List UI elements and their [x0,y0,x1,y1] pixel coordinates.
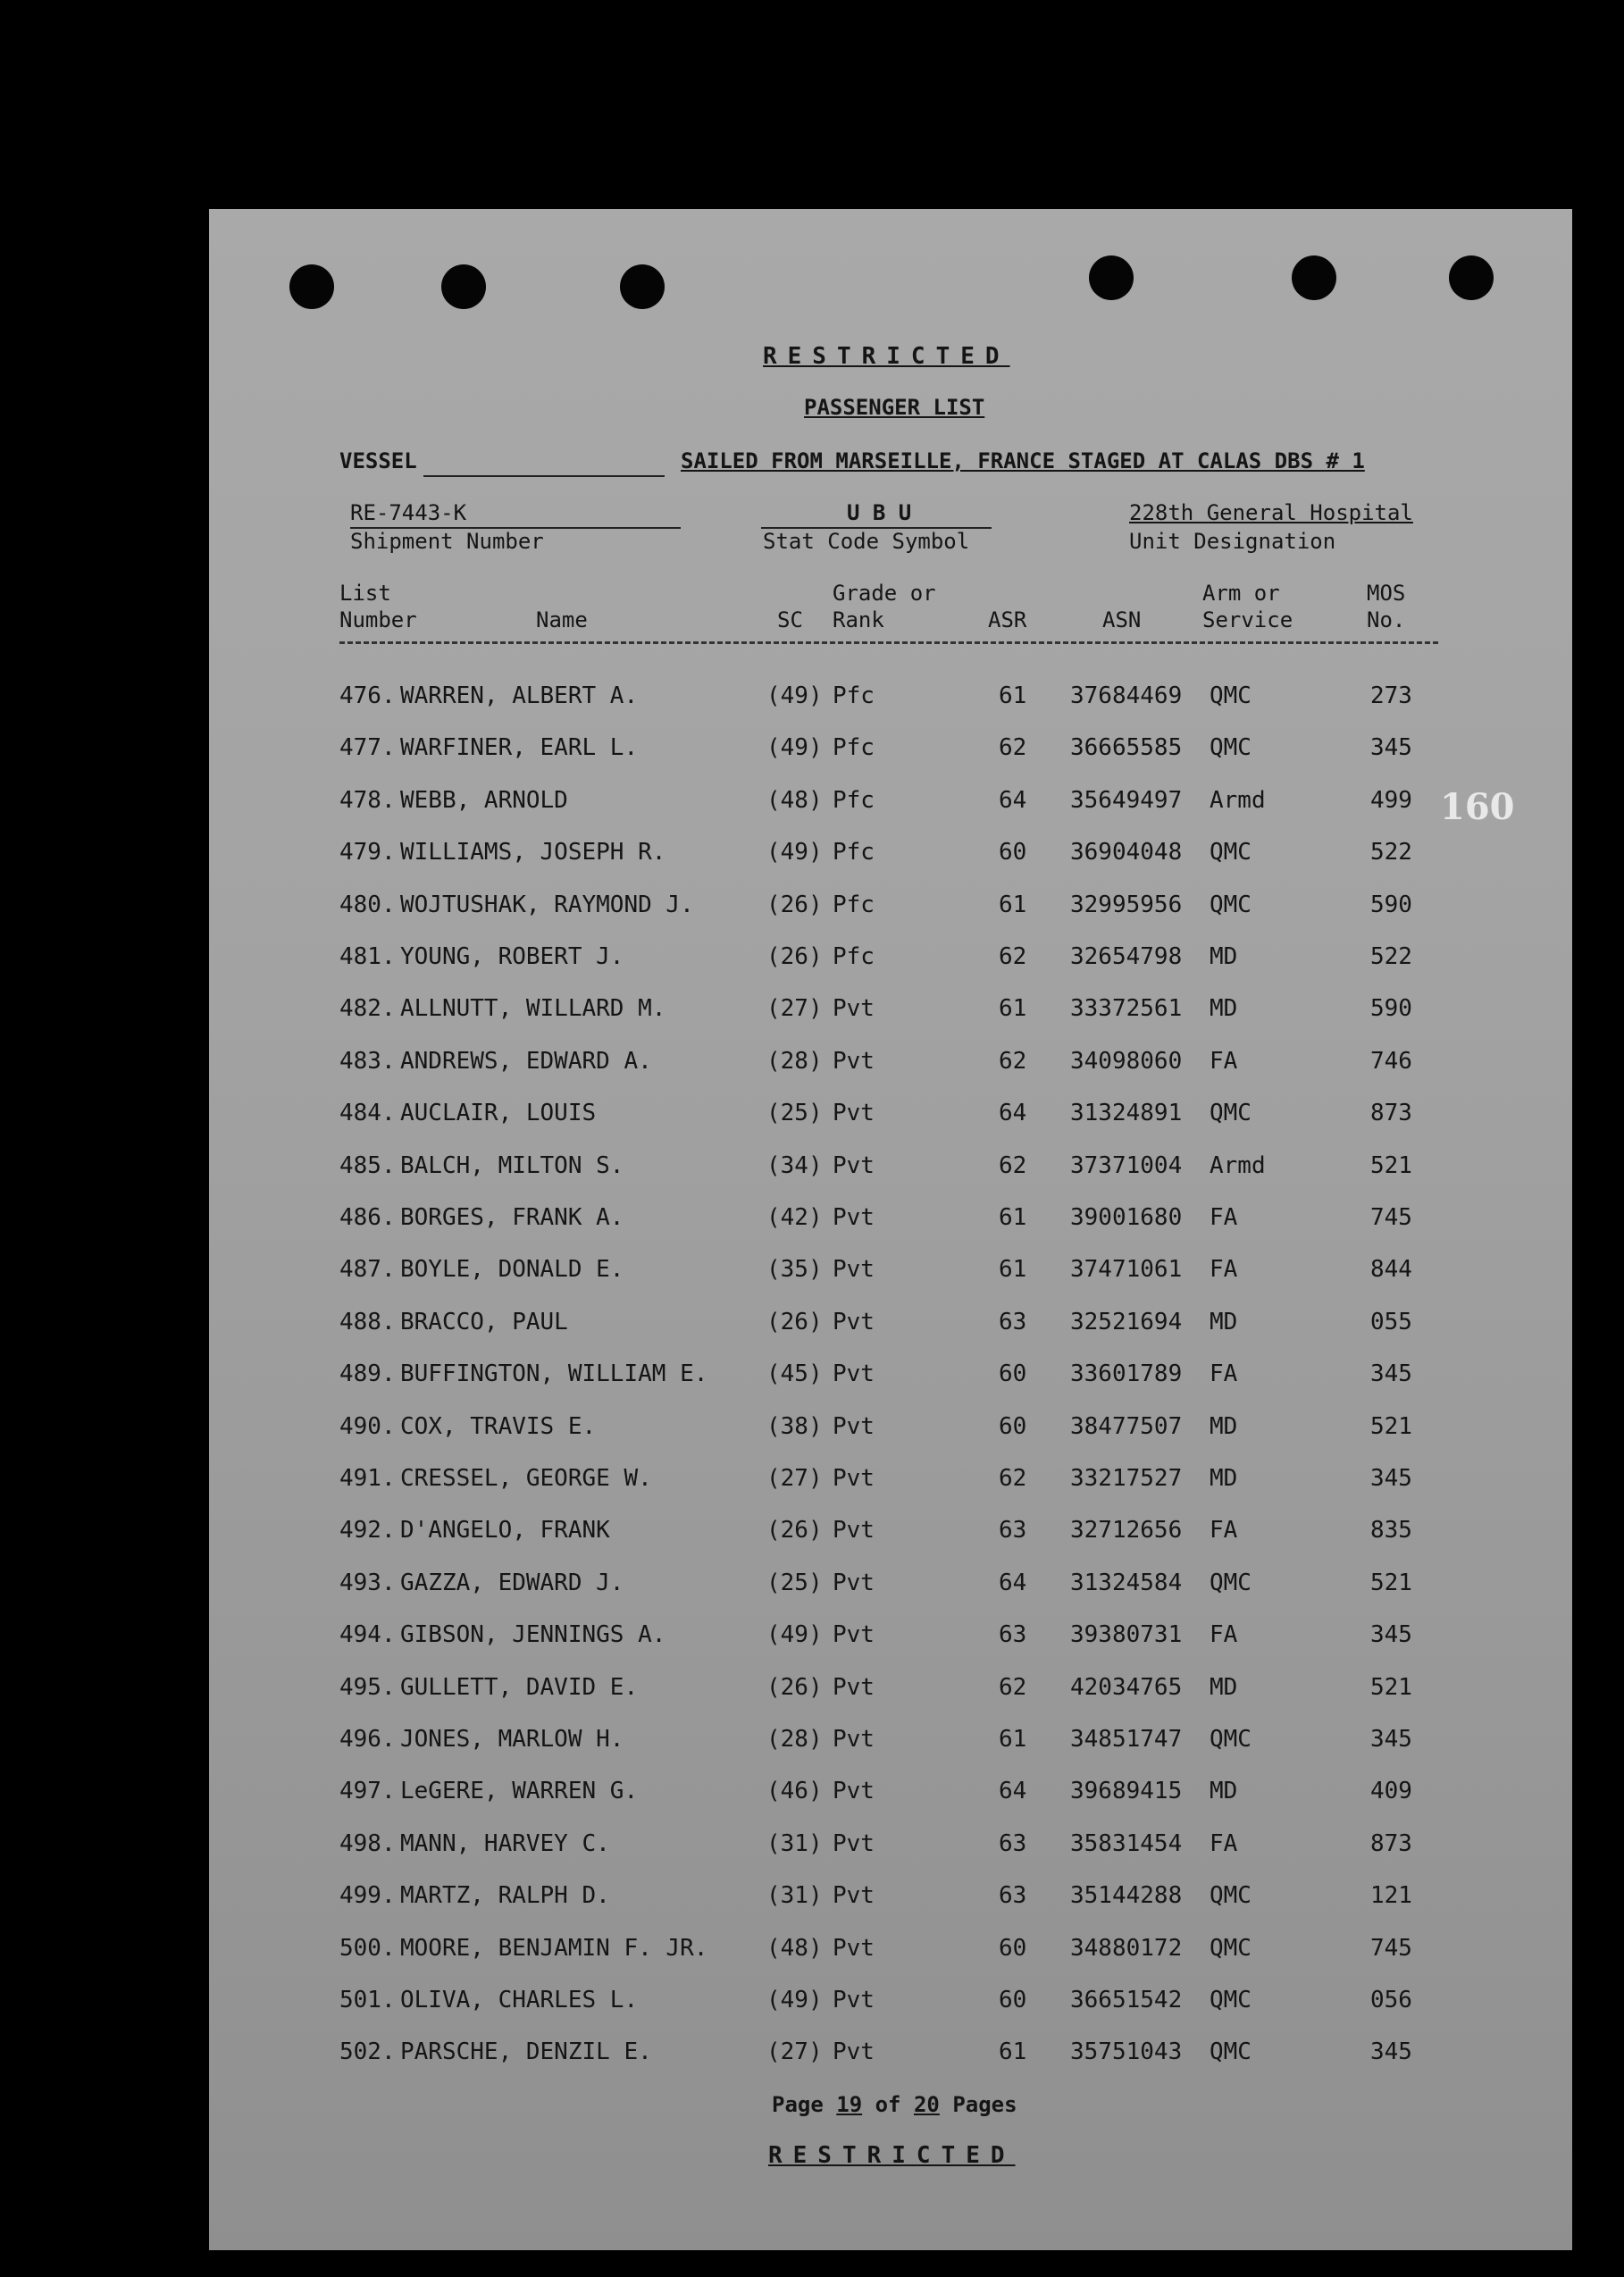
binder-hole [289,264,334,309]
asn: 37684469 [1070,682,1183,709]
col-header-sc: SC [777,607,803,632]
asn: 39001680 [1070,1204,1183,1231]
passenger-name: D'ANGELO, FRANK [400,1517,610,1545]
asr: 60 [999,839,1027,866]
page-total: 20 [913,2092,940,2117]
grade: Pvt [833,1778,875,1805]
asn: 35144288 [1070,1882,1183,1910]
asn: 38477507 [1070,1412,1183,1440]
asn: 32654798 [1070,943,1183,970]
document-sheet [209,209,1572,2250]
binder-hole [441,264,486,309]
arm-service: FA [1210,1829,1238,1857]
passenger-name: YOUNG, ROBERT J. [400,943,624,970]
asr: 60 [999,1934,1027,1962]
asr: 62 [999,1673,1027,1701]
grade: Pvt [833,1100,875,1127]
asn: 35649497 [1070,786,1183,814]
mos-number: 745 [1370,1204,1412,1231]
mos-number: 590 [1370,891,1412,918]
passenger-name: JONES, MARLOW H. [400,1726,624,1753]
sc-code: (45) [766,1360,823,1388]
mos-number: 521 [1370,1412,1412,1440]
grade: Pvt [833,1987,875,2013]
asr: 61 [999,1256,1027,1284]
grade: Pvt [833,1308,875,1335]
passenger-name: BORGES, FRANK A. [400,1204,624,1231]
list-number: 489. [339,1360,396,1388]
mos-number: 844 [1370,1256,1412,1284]
mos-number: 521 [1370,1151,1412,1179]
asr: 63 [999,1621,1027,1649]
table-row [209,787,1572,839]
unit-designation: 228th General Hospital [1129,500,1413,525]
binder-hole [620,264,665,309]
list-number: 478. [339,786,396,814]
table-row [209,839,1572,891]
asn: 35751043 [1070,2038,1183,2066]
sc-code: (27) [766,1465,823,1492]
asr: 61 [999,891,1027,918]
binder-hole [1089,255,1134,300]
asn: 35831454 [1070,1829,1183,1857]
grade: Pfc [833,943,875,970]
asr: 61 [999,1726,1027,1753]
sc-code: (42) [766,1204,823,1231]
asr: 62 [999,734,1027,762]
grade: Pvt [833,1412,875,1440]
sc-code: (26) [766,1308,823,1335]
passenger-name: WEBB, ARNOLD [400,786,568,814]
passenger-name: MOORE, BENJAMIN F. JR. [400,1934,708,1962]
arm-service: QMC [1210,1569,1251,1596]
passenger-name: BRACCO, PAUL [400,1308,568,1335]
arm-service: MD [1210,995,1238,1023]
arm-service: FA [1210,1204,1238,1231]
arm-service: QMC [1210,1100,1251,1127]
grade: Pvt [833,1256,875,1284]
sc-code: (28) [766,1047,823,1075]
sc-code: (48) [766,786,823,814]
asr: 62 [999,943,1027,970]
table-row [209,1204,1572,1256]
page-prefix: Page [772,2092,824,2117]
table-row [209,1674,1572,1726]
arm-service: QMC [1210,1987,1251,2013]
table-row [209,2038,1572,2090]
grade: Pvt [833,995,875,1023]
mos-number: 345 [1370,1360,1412,1388]
list-number: 501. [339,1987,396,2013]
sc-code: (46) [766,1778,823,1805]
arm-service: MD [1210,1673,1238,1701]
binder-hole [1449,255,1494,300]
mos-number: 345 [1370,1465,1412,1492]
col-header-asr: ASR [988,607,1027,632]
asr: 61 [999,682,1027,709]
asn: 33601789 [1070,1360,1183,1388]
list-number: 499. [339,1882,396,1910]
arm-service: QMC [1210,839,1251,866]
grade: Pvt [833,1934,875,1962]
list-number: 496. [339,1726,396,1753]
arm-service: QMC [1210,1934,1251,1962]
grade: Pvt [833,1151,875,1179]
asn: 37371004 [1070,1151,1183,1179]
passenger-name: WARFINER, EARL L. [400,734,639,762]
asn: 34880172 [1070,1934,1183,1962]
table-row [209,1100,1572,1151]
passenger-name: BUFFINGTON, WILLIAM E. [400,1360,708,1388]
list-number: 486. [339,1204,396,1231]
table-row [209,1465,1572,1517]
sc-code: (35) [766,1256,823,1284]
arm-service: FA [1210,1621,1238,1649]
asn: 36651542 [1070,1987,1183,2013]
mos-number: 055 [1370,1308,1412,1335]
shipment-number: RE-7443-K [350,500,467,525]
list-number: 488. [339,1308,396,1335]
header-separator [339,641,1438,644]
shipment-number-label: Shipment Number [350,529,544,554]
sc-code: (49) [766,839,823,866]
asr: 60 [999,1412,1027,1440]
passenger-name: WARREN, ALBERT A. [400,682,639,709]
mos-number: 590 [1370,995,1412,1023]
asn: 42034765 [1070,1673,1183,1701]
unit-designation-label: Unit Designation [1129,529,1336,554]
arm-service: MD [1210,943,1238,970]
table-row [209,1726,1572,1778]
sc-code: (26) [766,1673,823,1701]
passenger-name: BALCH, MILTON S. [400,1151,624,1179]
table-row [209,1256,1572,1308]
grade: Pvt [833,1204,875,1231]
table-row [209,943,1572,995]
asn: 39380731 [1070,1621,1183,1649]
mos-number: 521 [1370,1569,1412,1596]
passenger-name: WOJTUSHAK, RAYMOND J. [400,891,694,918]
list-number: 485. [339,1151,396,1179]
list-number: 498. [339,1829,396,1857]
arm-service: Armd [1210,1151,1266,1179]
table-row [209,1152,1572,1204]
mos-number: 873 [1370,1829,1412,1857]
grade: Pvt [833,1517,875,1545]
grade: Pvt [833,1829,875,1857]
passenger-name: COX, TRAVIS E. [400,1412,597,1440]
asn: 31324891 [1070,1100,1183,1127]
list-number: 495. [339,1673,396,1701]
table-row [209,1413,1572,1465]
table-row [209,1935,1572,1987]
sc-code: (49) [766,682,823,709]
asr: 63 [999,1517,1027,1545]
table-row [209,734,1572,786]
stat-code-label: Stat Code Symbol [763,529,970,554]
mos-number: 345 [1370,1621,1412,1649]
sc-code: (28) [766,1726,823,1753]
grade: Pfc [833,734,875,762]
grade: Pvt [833,1673,875,1701]
asn: 33372561 [1070,995,1183,1023]
list-number: 491. [339,1465,396,1492]
sc-code: (31) [766,1882,823,1910]
passenger-name: ALLNUTT, WILLARD M. [400,995,666,1023]
sc-code: (26) [766,891,823,918]
classification-footer: RESTRICTED [768,2142,1016,2169]
mos-number: 499 [1370,786,1412,814]
sailed-from-text: SAILED FROM MARSEILLE, FRANCE STAGED AT CALAS DBS # 1 [681,448,1365,473]
asr: 61 [999,995,1027,1023]
mos-number: 522 [1370,839,1412,866]
arm-service: FA [1210,1360,1238,1388]
mos-number: 522 [1370,943,1412,970]
binder-hole [1292,255,1336,300]
list-number: 487. [339,1256,396,1284]
page-suffix: Pages [952,2092,1017,2117]
asr: 64 [999,1569,1027,1596]
grade: Pvt [833,1882,875,1910]
table-row [209,682,1572,734]
list-number: 476. [339,682,396,709]
passenger-name: MANN, HARVEY C. [400,1829,610,1857]
mos-number: 121 [1370,1882,1412,1910]
grade: Pvt [833,1047,875,1075]
list-number: 481. [339,943,396,970]
grade: Pvt [833,1569,875,1596]
grade: Pfc [833,891,875,918]
arm-service: FA [1210,1256,1238,1284]
sc-code: (25) [766,1100,823,1127]
table-row [209,1570,1572,1621]
arm-service: QMC [1210,682,1251,709]
asr: 64 [999,1100,1027,1127]
passenger-name: BOYLE, DONALD E. [400,1256,624,1284]
vessel-label: VESSEL [339,448,417,473]
asr: 61 [999,2038,1027,2066]
mos-number: 835 [1370,1517,1412,1545]
list-number: 493. [339,1569,396,1596]
mos-number: 056 [1370,1987,1412,2013]
table-row [209,1517,1572,1569]
asn: 34098060 [1070,1047,1183,1075]
asr: 64 [999,1778,1027,1805]
table-row [209,1048,1572,1100]
sc-code: (34) [766,1151,823,1179]
list-number: 479. [339,839,396,866]
arm-service: FA [1210,1047,1238,1075]
col-header-list: List [339,581,391,606]
sc-code: (27) [766,995,823,1023]
col-header-mos: MOS [1367,581,1406,606]
asn: 32995956 [1070,891,1183,918]
table-row [209,1778,1572,1829]
grade: Pfc [833,682,875,709]
passenger-name: LeGERE, WARREN G. [400,1778,639,1805]
col-header-service: Service [1202,607,1293,632]
arm-service: MD [1210,1778,1238,1805]
vessel-underline [423,475,665,477]
asn: 33217527 [1070,1465,1183,1492]
mos-number: 521 [1370,1673,1412,1701]
list-number: 497. [339,1778,396,1805]
asn: 37471061 [1070,1256,1183,1284]
arm-service: MD [1210,1308,1238,1335]
asr: 63 [999,1829,1027,1857]
col-header-rank: Rank [833,607,884,632]
stat-code: U B U [847,500,912,525]
col-header-name: Name [536,607,588,632]
list-number: 480. [339,891,396,918]
page-number: 19 [836,2092,863,2117]
asn: 39689415 [1070,1778,1183,1805]
table-row [209,1882,1572,1934]
asr: 62 [999,1465,1027,1492]
asr: 61 [999,1204,1027,1231]
sc-code: (31) [766,1829,823,1857]
list-number: 490. [339,1412,396,1440]
mos-number: 745 [1370,1934,1412,1962]
table-row [209,1621,1572,1673]
col-header-mos-no: No. [1367,607,1406,632]
arm-service: MD [1210,1465,1238,1492]
arm-service: MD [1210,1412,1238,1440]
grade: Pfc [833,786,875,814]
asn: 34851747 [1070,1726,1183,1753]
passenger-name: ANDREWS, EDWARD A. [400,1047,652,1075]
sc-code: (25) [766,1569,823,1596]
arm-service: QMC [1210,891,1251,918]
passenger-name: AUCLAIR, LOUIS [400,1100,597,1127]
col-header-asn: ASN [1102,607,1142,632]
col-header-arm: Arm or [1202,581,1280,606]
passenger-name: WILLIAMS, JOSEPH R. [400,839,666,866]
mos-number: 345 [1370,1726,1412,1753]
passenger-name: PARSCHE, DENZIL E. [400,2038,652,2066]
table-row [209,1830,1572,1882]
sc-code: (49) [766,734,823,762]
grade: Pvt [833,1360,875,1388]
arm-service: QMC [1210,734,1251,762]
list-number: 482. [339,995,396,1023]
asn: 36665585 [1070,734,1183,762]
passenger-name: GIBSON, JENNINGS A. [400,1621,666,1649]
list-number: 494. [339,1621,396,1649]
mos-number: 873 [1370,1100,1412,1127]
sc-code: (26) [766,1517,823,1545]
mos-number: 409 [1370,1778,1412,1805]
mos-number: 345 [1370,2038,1412,2066]
mos-number: 345 [1370,734,1412,762]
sc-code: (26) [766,943,823,970]
table-row [209,892,1572,943]
passenger-name: GAZZA, EDWARD J. [400,1569,624,1596]
asn: 31324584 [1070,1569,1183,1596]
page-indicator [772,2092,1017,2117]
sc-code: (49) [766,1987,823,2013]
table-row [209,995,1572,1047]
mos-number: 273 [1370,682,1412,709]
grade: Pvt [833,1621,875,1649]
asr: 60 [999,1987,1027,2013]
asr: 62 [999,1047,1027,1075]
asr: 62 [999,1151,1027,1179]
grade: Pvt [833,2038,875,2066]
passenger-name: MARTZ, RALPH D. [400,1882,610,1910]
list-number: 502. [339,2038,396,2066]
col-header-grade: Grade or [833,581,936,606]
arm-service: QMC [1210,1726,1251,1753]
asr: 60 [999,1360,1027,1388]
page-of: of [875,2092,901,2117]
table-row [209,1360,1572,1412]
arm-service: FA [1210,1517,1238,1545]
asn: 32521694 [1070,1308,1183,1335]
col-header-number: Number [339,607,417,632]
arm-service: Armd [1210,786,1266,814]
asn: 32712656 [1070,1517,1183,1545]
asr: 64 [999,786,1027,814]
arm-service: QMC [1210,2038,1251,2066]
list-title: PASSENGER LIST [804,395,985,420]
asr: 63 [999,1882,1027,1910]
passenger-name: OLIVA, CHARLES L. [400,1987,639,2013]
grade: Pvt [833,1726,875,1753]
sc-code: (38) [766,1412,823,1440]
list-number: 483. [339,1047,396,1075]
arm-service: QMC [1210,1882,1251,1910]
sc-code: (27) [766,2038,823,2066]
page-stamp-number: 160 [1440,786,1515,828]
grade: Pvt [833,1465,875,1492]
list-number: 492. [339,1517,396,1545]
table-row [209,1309,1572,1360]
asn: 36904048 [1070,839,1183,866]
list-number: 484. [339,1100,396,1127]
mos-number: 746 [1370,1047,1412,1075]
sc-code: (49) [766,1621,823,1649]
sc-code: (48) [766,1934,823,1962]
grade: Pfc [833,839,875,866]
list-number: 477. [339,734,396,762]
table-row [209,1987,1572,2038]
passenger-name: CRESSEL, GEORGE W. [400,1465,652,1492]
list-number: 500. [339,1934,396,1962]
asr: 63 [999,1308,1027,1335]
classification-header: RESTRICTED [763,343,1010,370]
passenger-name: GULLETT, DAVID E. [400,1673,639,1701]
